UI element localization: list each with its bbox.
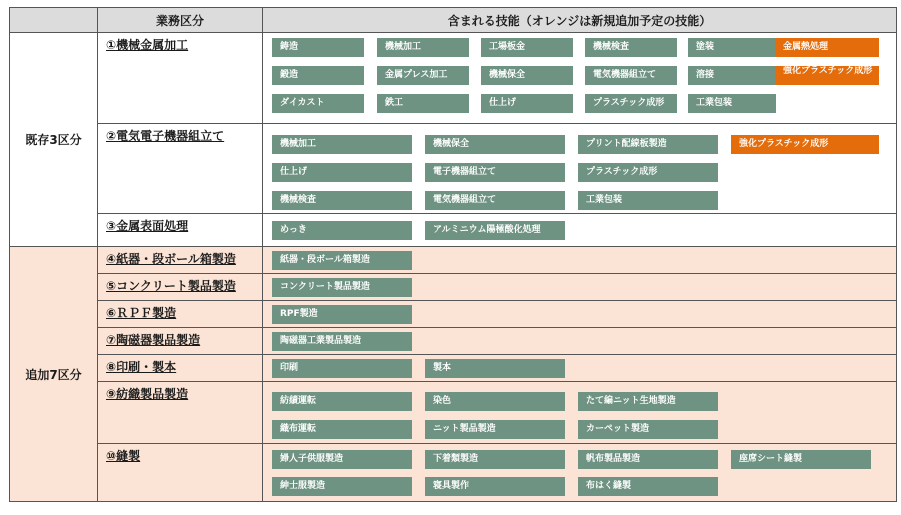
skill-tag: プラスチック成形 xyxy=(585,94,677,113)
header-blank xyxy=(10,8,98,33)
category-name: ③金属表面処理 xyxy=(98,214,263,247)
skill-tag: 機械検査 xyxy=(272,191,412,210)
skills-cell xyxy=(263,247,897,274)
skill-tag: 工場板金 xyxy=(481,38,573,57)
skill-tag: 機械検査 xyxy=(585,38,677,57)
skill-tag: プリント配線板製造 xyxy=(578,135,718,154)
skill-tag: 電気機器組立て xyxy=(425,191,565,210)
skill-tag: 仕上げ xyxy=(481,94,573,113)
skill-tag: ニット製品製造 xyxy=(425,420,565,439)
skill-tag: 陶磁器工業製品製造 xyxy=(272,332,412,351)
category-name: ⑩縫製 xyxy=(98,444,263,502)
skills-table xyxy=(9,7,897,502)
category-row-6 xyxy=(10,301,897,328)
category-name: ⑨紡織製品製造 xyxy=(98,382,263,444)
skill-tag: 座席シート縫製 xyxy=(731,450,871,469)
skill-tag: 印刷 xyxy=(272,359,412,378)
skill-tag: コンクリート製品製造 xyxy=(272,278,412,297)
skills-cell xyxy=(263,214,897,247)
skill-tag: 織布運転 xyxy=(272,420,412,439)
skill-tag: 製本 xyxy=(425,359,565,378)
skill-tag-new: 金属熱処理 xyxy=(775,38,879,57)
category-name: ⑥ＲＰＦ製造 xyxy=(98,301,263,328)
skills-cell xyxy=(263,444,897,502)
header-skills: 含まれる技能（オレンジは新規追加予定の技能） xyxy=(263,8,897,33)
skill-tag: カーペット製造 xyxy=(578,420,718,439)
skill-tag: 機械保全 xyxy=(481,66,573,85)
skills-cell xyxy=(263,301,897,328)
category-row-10 xyxy=(10,444,897,502)
category-row-5 xyxy=(10,274,897,301)
category-row-1 xyxy=(10,33,897,124)
skill-tag: ダイカスト xyxy=(272,94,364,113)
skill-tag-new: 強化プラスチック成形 xyxy=(731,135,879,154)
skill-tag: 工業包装 xyxy=(578,191,718,210)
category-row-2 xyxy=(10,124,897,214)
skill-tag: アルミニウム陽極酸化処理 xyxy=(425,221,565,240)
skill-tag: 溶接 xyxy=(688,66,776,85)
category-row-9 xyxy=(10,382,897,444)
skills-cell xyxy=(263,124,897,214)
skill-tag: 下着類製造 xyxy=(425,450,565,469)
skills-cell xyxy=(263,355,897,382)
skills-cell xyxy=(263,328,897,355)
skill-tag: 工業包装 xyxy=(688,94,776,113)
skill-tag: 鉄工 xyxy=(377,94,469,113)
skill-tag: 鍛造 xyxy=(272,66,364,85)
skill-tag: めっき xyxy=(272,221,412,240)
category-name: ④紙器・段ボール箱製造 xyxy=(98,247,263,274)
skill-tag: 機械加工 xyxy=(272,135,412,154)
skill-tag: たて編ニット生地製造 xyxy=(578,392,718,411)
skill-tag: 紡績運転 xyxy=(272,392,412,411)
skill-tag: 電気機器組立て xyxy=(585,66,677,85)
skills-cell xyxy=(263,33,897,124)
skill-tag: 染色 xyxy=(425,392,565,411)
category-row-4 xyxy=(10,247,897,274)
skill-tag: 紙器・段ボール箱製造 xyxy=(272,251,412,270)
category-name: ①機械金属加工 xyxy=(98,33,263,124)
skill-tag: 帆布製品製造 xyxy=(578,450,718,469)
skill-tag: 機械加工 xyxy=(377,38,469,57)
category-name: ⑤コンクリート製品製造 xyxy=(98,274,263,301)
category-name: ⑦陶磁器製品製造 xyxy=(98,328,263,355)
header-category: 業務区分 xyxy=(98,8,263,33)
skills-cell xyxy=(263,274,897,301)
category-row-7 xyxy=(10,328,897,355)
category-name: ②電気電子機器組立て xyxy=(98,124,263,214)
category-row-8 xyxy=(10,355,897,382)
skill-tag-new: 強化プラスチック成形 xyxy=(775,66,879,85)
skill-tag: 塗装 xyxy=(688,38,776,57)
skill-tag: 電子機器組立て xyxy=(425,163,565,182)
skill-tag: プラスチック成形 xyxy=(578,163,718,182)
skill-tag: 仕上げ xyxy=(272,163,412,182)
skill-tag: 金属プレス加工 xyxy=(377,66,469,85)
skill-tag: 紳士服製造 xyxy=(272,477,412,496)
skill-tag: 機械保全 xyxy=(425,135,565,154)
skill-tag: 鋳造 xyxy=(272,38,364,57)
group-added: 追加7区分 xyxy=(10,247,98,502)
category-name: ⑧印刷・製本 xyxy=(98,355,263,382)
group-existing: 既存3区分 xyxy=(10,33,98,247)
header-row xyxy=(10,8,897,33)
skills-cell xyxy=(263,382,897,444)
skill-tag: RPF製造 xyxy=(272,305,412,324)
skill-tag: 布はく縫製 xyxy=(578,477,718,496)
category-row-3 xyxy=(10,214,897,247)
skill-tag: 寝具製作 xyxy=(425,477,565,496)
skill-tag: 婦人子供服製造 xyxy=(272,450,412,469)
